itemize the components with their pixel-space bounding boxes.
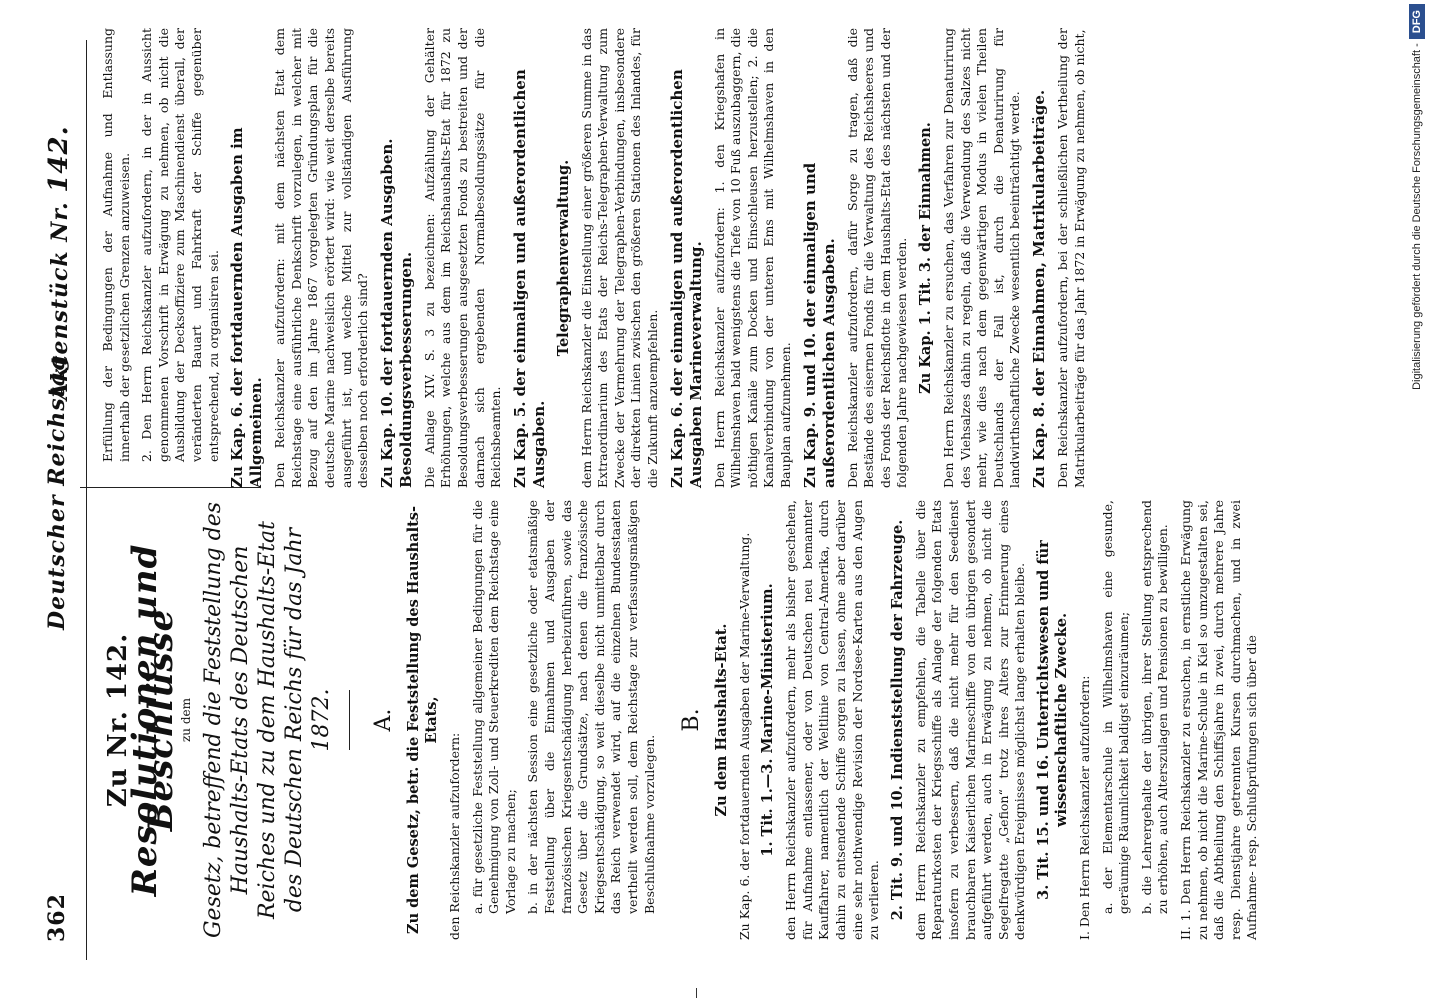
tit3-item: II. 1. Den Herrn Reichskanzler zu ersuchen, in ernstliche Erwägung zu nehmen, ob nicht die Marine-Schule in Kiel so umzugestalten sei, daß die Abtheilung den Schiffsjahre in zwei, durch mehrere Jahre resp. Dienstjahre getrennten Kursen durchmachen, und in zwei Aufnahme- resp. Schlußprüfungen sich über die <box>1177 500 1260 940</box>
digitization-credit <box>1406 4 1428 996</box>
header-rule <box>86 40 87 960</box>
kap9-text: Den Reichskanzler aufzufordern, dafür Sorge zu tragen, daß die Bestände des eisernen Fonds für die Verwaltung des Reichsheeres und des Fonds der Reichsflotte in dem Haushalts-Etat des nächsten und der folgenden Jahre nachgewiesen werden. <box>844 28 910 488</box>
kap5-text: dem Herrn Reichskanzler die Einstellung einer größeren Summe in das Extraordinarium des Etats der Reichs-Telegraphen-Verwaltung zum Zwecke der Vermehrung der Telegraphen-Verbindungen, insbesondere der direkten Linien zwischen den größeren Stationen des Inlandes, für die Zukunft anzuempfehlen. <box>578 28 661 488</box>
kap10-heading: Zu Kap. 10. der fortdauernden Ausgaben. Besoldungsverbesserungen. <box>377 138 415 488</box>
tit1-heading: 1. Tit. 1.—3. Marine-Ministerium. <box>759 583 777 857</box>
tit1-text: den Herrn Reichskanzler aufzufordern, mehr als bisher geschehen, für Aufnahme entlassener, oder von Deutschen neu bemannter Kauffahrer, namentlich der Weltlinie von Central-Amerika, durch dahin zu entsendende Schiffe sorgen zu lassen, ohne aber darüber eine sehr nothwendige Revision der Nordsee-Karten aus den Augen zu verlieren. <box>783 500 882 940</box>
left-column <box>100 500 1267 940</box>
tit2-heading: 2. Tit. 9. und 10. Indienststellung der Fahrzeuge. <box>888 519 906 921</box>
section-a-letter: A. <box>371 708 397 732</box>
kap6b-heading: Zu Kap. 6. der einmaligen und außerordentlichen Ausgaben Marineverwaltung. <box>667 69 705 488</box>
kap9-heading: Zu Kap. 9. und 10. der einmaligen und außerordentlichen Ausgaben. <box>800 162 838 488</box>
page-header <box>44 40 84 960</box>
section-b-heading: Zu dem Haushalts-Etat. <box>712 623 730 817</box>
document-heading: Resolutionen und Beschlüsse <box>124 543 182 897</box>
page-number: 362 <box>44 893 70 942</box>
kap1-text: Den Herrn Reichskanzler zu ersuchen, das Verfahren zur Denaturirung des Viehsalzes dahin zu regeln, daß die Verwendung des Salzes nicht mehr, wie dies nach dem gegenwärtigen Modus in vielen Theilen Deutschlands der Fall ist, durch die Denaturirung für landwirthschaftliche Zwecke wesentlich beeinträchtigt werde. <box>941 28 1023 488</box>
zu-dem-line: zu dem <box>178 697 193 743</box>
paragraph: Erfüllung der Bedingungen der Aufnahme und Entlassung innerhalb der gesetzlichen Grenzen anzuweisen. <box>100 28 132 462</box>
kap10-text: Die Anlage XIV. S. 3 zu bezeichnen: Aufzählung der Gehälter Erhöhungen, welche aus dem im Reichshaushalts-Etat für 1872 zu Besoldungsverbesserungen ausgesetzten Fonds zu bestreiten und der darnach sich ergebenden Normalbesoldungssätze für die Reichsbeamten. <box>421 28 504 488</box>
kap1-heading: Zu Kap. 1. Tit. 3. der Einnahmen. <box>917 122 934 394</box>
document-title: Zu Nr. 142. <box>103 632 133 808</box>
kap8-heading: Zu Kap. 8. der Einnahmen, Matrikularbeiträge. <box>1029 89 1048 488</box>
publication-title: Deutscher Reichstag <box>44 354 70 630</box>
tit3-item: I. Den Herrn Reichskanzler aufzufordern: <box>1077 675 1092 940</box>
paragraph: 2. Den Herrn Reichskanzler aufzufordern, in der in Aussicht genommenen Vorschrift in Erwägung zu nehmen, ob nicht die Ausbildung der Decksoffiziere zum Maschinendienst überall, der veränderten Bauart und Fahrkraft der Schiffe gegenüber entsprechend, zu organisiren sei. <box>139 28 221 462</box>
kap5-subheading: Telegraphenverwaltung. <box>554 159 572 357</box>
section-a-item: b. in der nächsten Session eine gesetzliche oder etatsmäßige Feststellung über die Einnahmen und Ausgaben der französischen Kriegsentschädigung herbeizuführen, sowie das Gesetz über die Grundsätze, nach denen die französische Kriegsentschädigung, so weit dieselbe nicht unmittelbar durch das Reich verwendet wird, auf die einzelnen Bundesstaaten vertheilt werden soll, dem Reichstage zur verfassungsmäßigen Beschlußnahme vorzulegen. <box>525 500 657 914</box>
dfg-logo: DFG <box>1409 4 1425 39</box>
section-a-item: a. für gesetzliche Feststellung allgemeiner Bedingungen für die Genehmigung von Zoll- und Steuerkrediten dem Reichstage eine Vorlage zu machen; <box>469 500 518 914</box>
document-number: 142. <box>44 125 74 193</box>
tit3-heading: 3. Tit. 15. und 16. Unterrichtswesen und für wissenschaftliche Zwecke. <box>1035 540 1070 900</box>
kap6-marine-heading: Zu Kap. 6. der fortdauernden Ausgaben der Marine-Verwaltung. <box>736 532 752 940</box>
section-a-heading: Zu dem Gesetz, betr. die Feststellung des Haushalts-Etats, <box>404 506 440 935</box>
scan-mark <box>696 988 697 998</box>
kap6-text: Den Reichskanzler aufzufordern: mit dem nächsten Etat dem Reichstage eine ausführliche Denkschrift vorzulegen, in welcher mit Bezug auf den im Jahre 1867 vorgelegten Gründungsplan für die deutsche Marine nachweislich erörtert wird: wie weit derselbe bereits ausgeführt ist, und welche Mittel zur vollständigen Ausführung desselben noch erforderlich sind? <box>272 28 371 488</box>
tit3-item: a. der Elementarschule in Wilhelmshaven eine gesunde, geräumige Räumlichkeit baldigst einzuräumen; <box>1099 500 1132 914</box>
kap6b-text: Den Herrn Reichskanzler aufzufordern: 1. den Kriegshafen in Wilhelmshaven bald wenigstens die Tiefe von 10 Fuß auszubaggern, die nöthigen Kanäle zum Docken und Einschleusen herzustellen; 2. die Kanalverbindung von der unteren Ems mit Wilhelmshaven in den Bauplan aufzunehmen. <box>711 28 794 488</box>
kap5-heading: Zu Kap. 5. der einmaligen und außerordentlichen Ausgaben. <box>510 69 548 488</box>
kap8-text: Den Reichskanzler aufzufordern, bei der schließlichen Vertheilung der Matrikularbeiträge für das Jahr 1872 in Erwägung zu nehmen, ob nicht, <box>1054 28 1087 488</box>
title-rule <box>349 690 350 750</box>
digitization-note: Digitalisierung gefördert durch die Deutsche Forschungsgemeinschaft - <box>1411 43 1423 390</box>
tit2-text: dem Herrn Reichskanzler zu empfehlen, die Tabelle über die Reparaturkosten der Kriegsschiffe als Anlage der folgenden Etats insofern zu verbessern, daß die nicht mehr für den Seedienst brauchbaren Kaiserlichen Marineschiffe von den übrigen gesondert aufgeführt werden, auch in Erwägung zu nehmen, ob nicht die Segelfregatte „Gefion“ trotz ihres Alters zur Erinnerung eines denkwürdigen Ereignisses möglichst lange erhalten bleibe. <box>912 500 1028 940</box>
tit3-item: b. die Lehrergehalte der übrigen, ihrer Stellung entsprechend zu erhöhen, auch Alterszulagen und Pensionen zu bewilligen. <box>1138 500 1171 914</box>
kap6-heading: Zu Kap. 6. der fortdauernden Ausgaben im Allgemeinen. <box>228 127 266 488</box>
section-b-letter: B. <box>679 708 705 732</box>
document-label: Aktenstück Nr. 142. <box>44 125 74 400</box>
document-subject: Gesetz, betreffend die Feststellung des Haushalts-Etats des Deutschen Reiches und zu dem Haushalts-Etat des Deutschen Reichs für das Jahr 1872. <box>201 501 335 939</box>
section-a-intro: den Reichskanzler aufzufordern: <box>446 732 462 940</box>
right-column <box>100 28 1094 488</box>
